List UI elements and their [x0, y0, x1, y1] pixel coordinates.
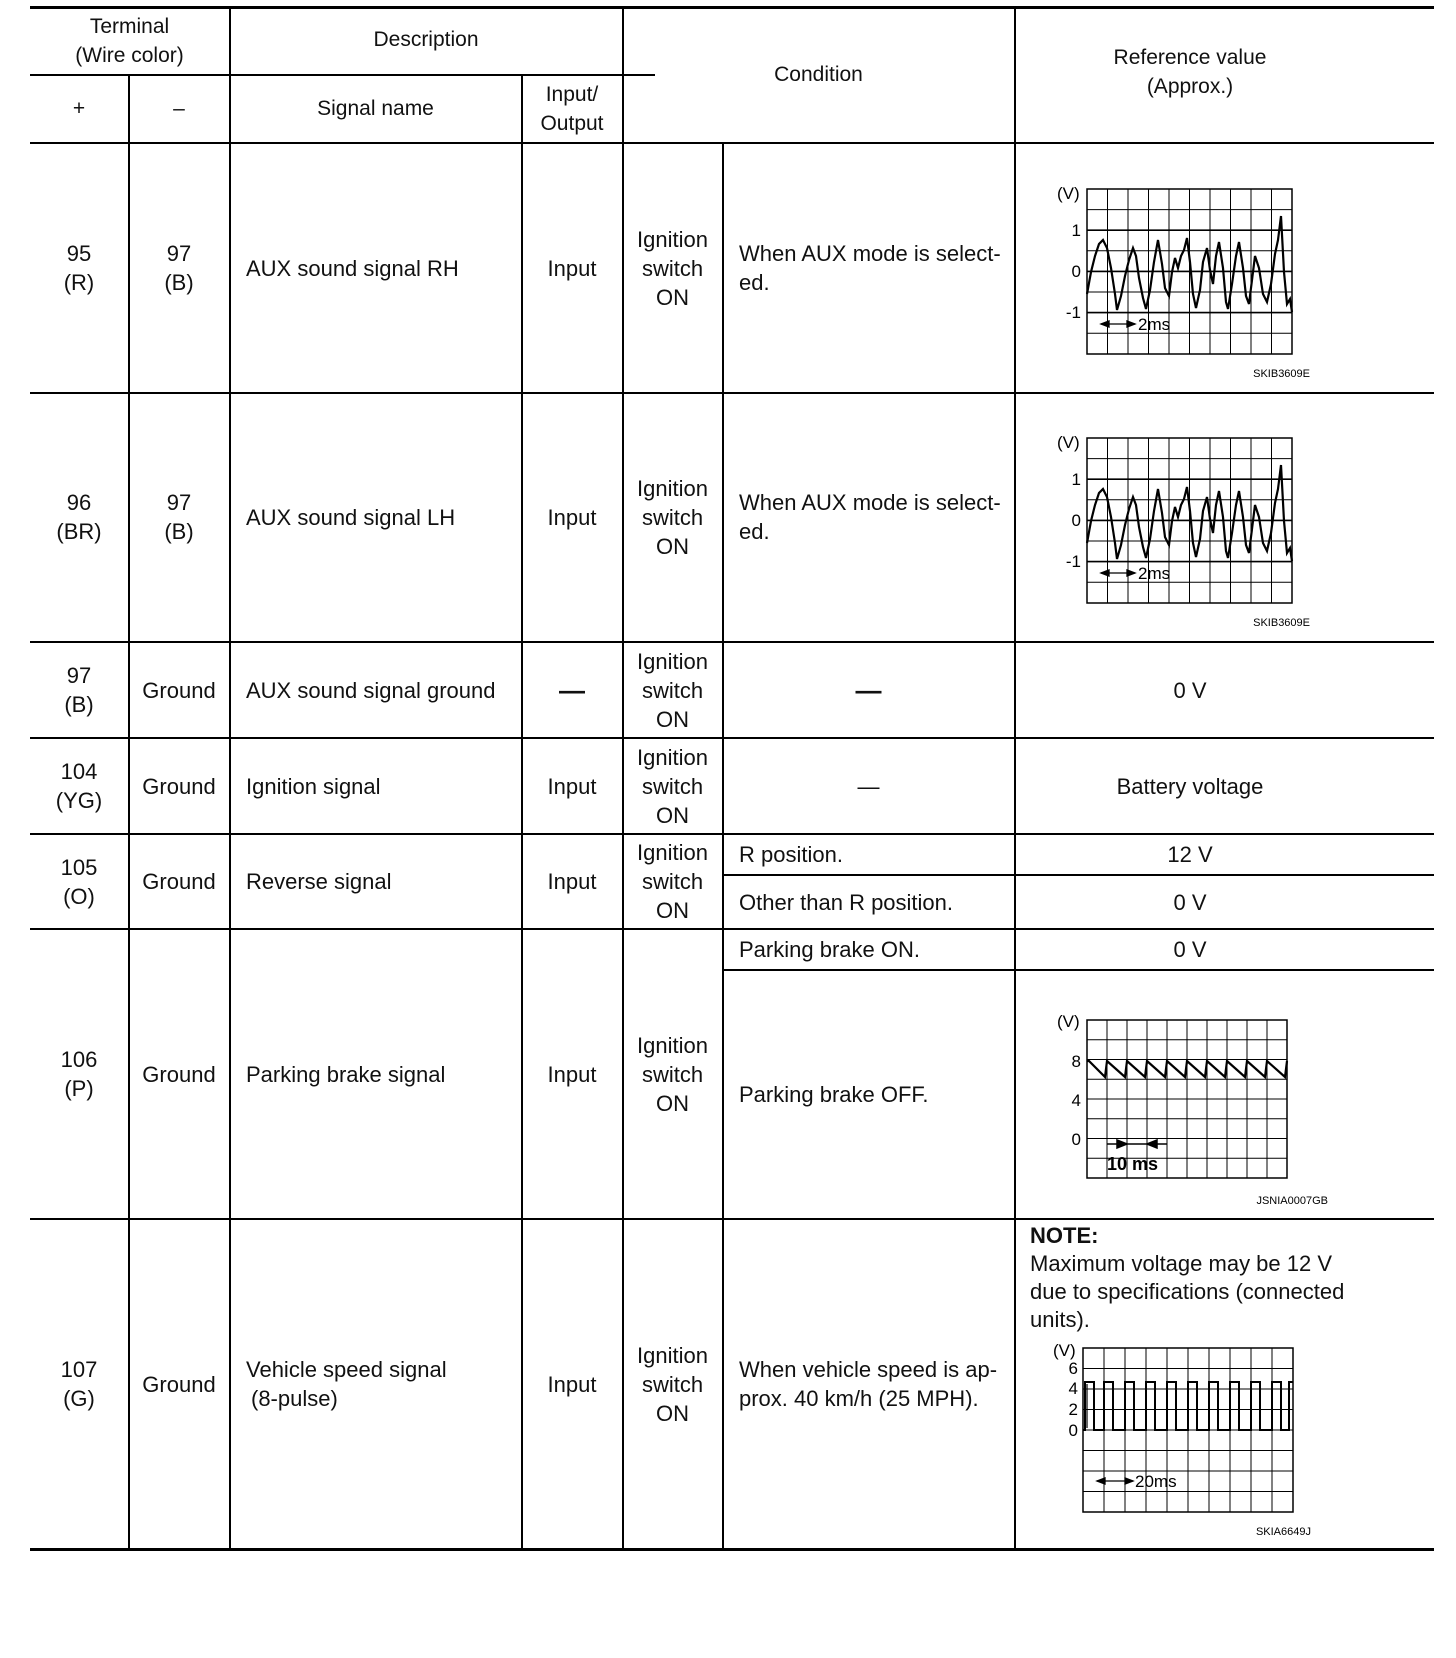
- row-106-io: Input: [547, 1061, 597, 1087]
- time-scale-label: 2ms: [1138, 315, 1171, 334]
- condition-line: Ignition: [637, 840, 708, 865]
- row-107-waveform: [1015, 1334, 1365, 1548]
- rule-bottom: [30, 1548, 1434, 1551]
- terminal-number: 95: [66, 241, 92, 266]
- figure-id: SKIB3609E: [1253, 617, 1310, 629]
- signal-line: Vehicle speed signal: [246, 1357, 447, 1382]
- condition-line: switch: [641, 1061, 704, 1087]
- row-95-minus: [129, 144, 229, 392]
- y-tick: -1: [1065, 303, 1081, 322]
- row-104-io: Input: [547, 773, 597, 799]
- condition-line: ON: [656, 284, 689, 310]
- detail-line: When vehicle speed is ap-: [739, 1357, 998, 1382]
- row-105-detail-r: R position.: [739, 842, 843, 867]
- condition-line: Ignition: [637, 226, 708, 252]
- row-96-io: Input: [547, 504, 597, 530]
- condition-line: switch: [641, 1371, 704, 1397]
- y-unit: (V): [1057, 1012, 1080, 1031]
- condition-line: switch: [641, 869, 704, 894]
- wire-color: (B): [164, 270, 194, 295]
- row-96-plus: [30, 393, 128, 641]
- row-107-plus: [30, 1220, 128, 1548]
- row-106-signal: Parking brake signal: [246, 1061, 446, 1087]
- row-107-note: [1030, 1222, 1360, 1334]
- terminal-number: 105: [60, 854, 98, 880]
- row-96-signal: AUX sound signal LH: [246, 504, 456, 530]
- row-96-condition: [623, 393, 722, 641]
- wire-color: (B): [164, 519, 194, 544]
- row-97-condition: [623, 643, 722, 737]
- row-107-minus: Ground: [142, 1371, 216, 1397]
- row-107-signal: [230, 1220, 521, 1548]
- figure-id: JSNIA0007GB: [1256, 1195, 1328, 1207]
- y-unit: (V): [1057, 184, 1080, 203]
- row-106-minus: Ground: [142, 1061, 216, 1087]
- signal-line: (8-pulse): [251, 1386, 338, 1411]
- y-tick: 1: [1071, 221, 1081, 240]
- header-input-output-line-1: Input/: [545, 82, 599, 106]
- header-signal-name: Signal name: [317, 97, 434, 120]
- row-107-io: Input: [547, 1371, 597, 1397]
- condition-line: ON: [656, 533, 689, 559]
- note-line: Maximum voltage may be 12 V: [1030, 1251, 1333, 1276]
- y-tick: 0: [1071, 511, 1081, 530]
- row-104-value: Battery voltage: [1116, 773, 1264, 799]
- row-104-signal: Ignition signal: [246, 773, 381, 799]
- row-97-detail: —: [855, 674, 882, 705]
- condition-line: Ignition: [637, 648, 708, 674]
- header-terminal-label: Terminal: [89, 15, 170, 38]
- y-tick: 8: [1071, 1052, 1081, 1071]
- row-96-minus: [129, 393, 229, 641]
- row-95-waveform: [1015, 144, 1365, 392]
- condition-line: Ignition: [637, 744, 708, 770]
- row-106-detail-off: Parking brake OFF.: [739, 1082, 929, 1107]
- condition-line: ON: [656, 898, 689, 923]
- y-tick: -1: [1065, 552, 1081, 571]
- condition-line: Ignition: [637, 475, 708, 501]
- row-95-signal: AUX sound signal RH: [246, 255, 459, 281]
- header-terminal: [30, 8, 229, 74]
- condition-line: Ignition: [637, 1342, 708, 1368]
- y-tick: 0: [1068, 1421, 1078, 1440]
- y-unit: (V): [1057, 433, 1080, 452]
- figure-id: SKIA6649J: [1255, 1526, 1311, 1538]
- condition-line: ON: [656, 706, 689, 732]
- terminal-number: 97: [166, 490, 192, 515]
- wire-color: (YG): [55, 788, 103, 813]
- row-105-detail-other: Other than R position.: [739, 889, 954, 915]
- row-107-detail: [723, 1220, 1014, 1548]
- condition-line: switch: [641, 773, 704, 799]
- y-unit: (V): [1053, 1341, 1076, 1360]
- row-106-value-on: 0 V: [1173, 937, 1207, 962]
- row-107-condition: [623, 1220, 722, 1548]
- row-96-waveform: [1015, 393, 1365, 641]
- header-reference-value: [1015, 8, 1365, 136]
- row-97-io: —: [559, 674, 585, 705]
- row-105-signal: Reverse signal: [246, 869, 392, 894]
- wire-color: (P): [64, 1076, 94, 1101]
- row-105-io: Input: [547, 869, 597, 894]
- row-97-value: 0 V: [1173, 677, 1207, 703]
- row-106-waveform: [1015, 971, 1365, 1218]
- row-97-minus: Ground: [142, 677, 216, 703]
- detail-line: When AUX mode is select-: [739, 241, 1001, 266]
- row-95-condition: [623, 144, 722, 392]
- condition-line: Ignition: [637, 1032, 708, 1058]
- y-tick: 1: [1071, 470, 1081, 489]
- detail-line: When AUX mode is select-: [739, 490, 1001, 515]
- row-96-detail: [723, 393, 1014, 641]
- row-105-plus: [30, 835, 128, 928]
- y-tick: 4: [1068, 1379, 1078, 1398]
- condition-line: switch: [641, 255, 704, 281]
- y-tick: 2: [1068, 1400, 1078, 1419]
- condition-line: ON: [656, 1090, 689, 1116]
- y-tick: 6: [1068, 1359, 1078, 1378]
- row-105-value-other: 0 V: [1173, 889, 1207, 915]
- detail-line: ed.: [739, 270, 770, 295]
- note-title: NOTE:: [1030, 1223, 1099, 1248]
- terminal-number: 96: [66, 490, 92, 515]
- row-97-plus: [30, 643, 128, 737]
- wire-color: (R): [63, 270, 95, 295]
- row-104-detail: —: [857, 773, 880, 799]
- condition-line: switch: [641, 504, 704, 530]
- wire-color: (G): [63, 1386, 95, 1411]
- header-wire-color-label: (Wire color): [75, 44, 184, 67]
- row-97-signal: AUX sound signal ground: [246, 677, 496, 703]
- note-line: units).: [1030, 1307, 1090, 1332]
- detail-line: prox. 40 km/h (25 MPH).: [739, 1386, 979, 1411]
- note-line: due to specifications (connected: [1030, 1279, 1345, 1304]
- row-106-detail-on: Parking brake ON.: [739, 937, 920, 962]
- figure-id: SKIB3609E: [1253, 368, 1310, 380]
- row-95-detail: [723, 144, 1014, 392]
- header-reference-line-1: Reference value: [1113, 46, 1267, 69]
- header-description: Description: [373, 28, 479, 51]
- row-105-minus: Ground: [142, 869, 216, 894]
- header-minus: –: [173, 97, 185, 120]
- wire-color: (B): [64, 692, 94, 717]
- condition-line: ON: [656, 802, 689, 828]
- y-tick: 4: [1071, 1091, 1081, 1110]
- row-95-plus: [30, 144, 128, 392]
- terminal-number: 97: [166, 241, 192, 266]
- row-104-condition: [623, 739, 722, 833]
- row-105-value-r: 12 V: [1167, 842, 1213, 867]
- wire-color: (O): [63, 883, 95, 909]
- terminal-number: 104: [60, 759, 98, 784]
- wire-color: (BR): [56, 519, 102, 544]
- y-tick: 0: [1071, 1130, 1081, 1149]
- terminal-number: 107: [60, 1357, 98, 1382]
- time-scale-label: 10 ms: [1107, 1154, 1159, 1174]
- row-106-plus: [30, 930, 128, 1218]
- detail-line: ed.: [739, 519, 770, 544]
- row-106-condition: [623, 930, 722, 1218]
- condition-line: switch: [641, 677, 704, 703]
- row-104-plus: [30, 739, 128, 833]
- header-input-output: [522, 75, 622, 142]
- header-input-output-line-2: Output: [540, 111, 604, 135]
- terminal-number: 106: [60, 1047, 98, 1072]
- y-tick: 0: [1071, 262, 1081, 281]
- time-scale-label: 20ms: [1135, 1472, 1177, 1491]
- header-plus: +: [72, 97, 86, 120]
- header-condition: Condition: [774, 62, 863, 86]
- time-scale-label: 2ms: [1138, 564, 1171, 583]
- row-104-minus: Ground: [142, 773, 216, 799]
- row-105-condition: [623, 835, 722, 928]
- row-95-io: Input: [547, 255, 597, 281]
- terminal-number: 97: [66, 663, 92, 688]
- header-reference-line-2: (Approx.): [1146, 75, 1234, 98]
- condition-line: ON: [656, 1400, 689, 1426]
